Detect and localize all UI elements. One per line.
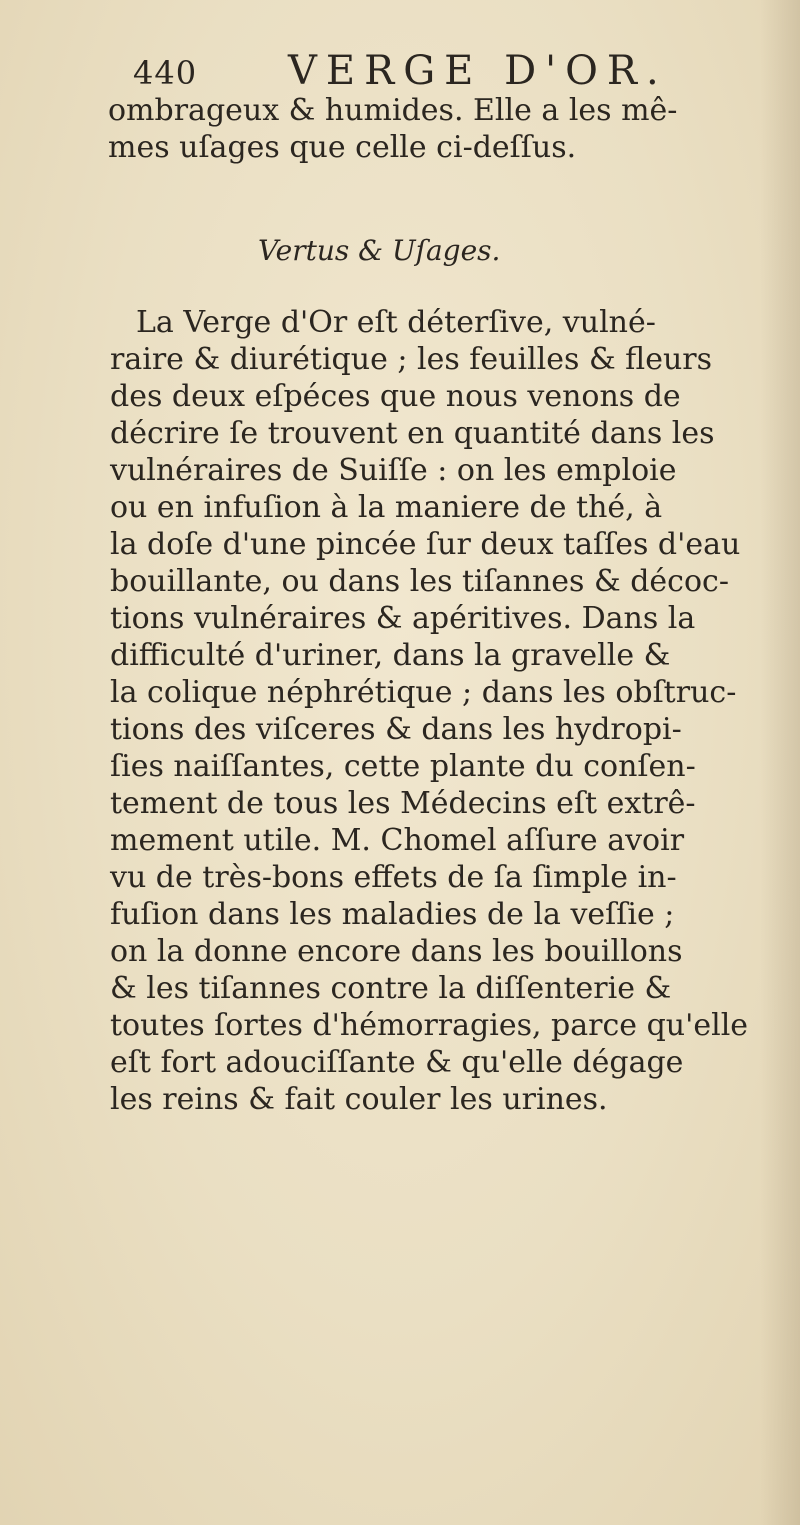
text-line: ou en infuſion à la maniere de thé, à — [110, 490, 663, 525]
text-line: des deux eſpéces que nous venons de — [110, 379, 681, 414]
text-line: & les tiſannes contre la diſſenterie & — [110, 971, 672, 1006]
text-line: vulnéraires de Suiſſe : on les emploie — [110, 453, 677, 488]
section-heading: Vertus & Uſages. — [258, 234, 501, 267]
page-header — [133, 48, 773, 96]
text-line: on la donne encore dans les bouillons — [110, 934, 683, 969]
text-line: la colique néphrétique ; dans les obſtruc- — [110, 675, 737, 710]
text-line: bouillante, ou dans les tiſannes & décoc- — [110, 564, 729, 599]
text-line: tions des viſceres & dans les hydropi- — [110, 712, 682, 747]
text-line: tions vulnéraires & apéritives. Dans la — [110, 601, 696, 636]
text-line: eſt fort adouciſſante & qu'elle dégage — [110, 1045, 684, 1080]
running-title: VERGE D'OR. — [288, 48, 668, 94]
text-line: toutes ſortes d'hémorragies, parce qu'elle — [110, 1008, 749, 1043]
main-paragraph — [110, 305, 775, 1119]
text-line: difficulté d'uriner, dans la gravelle & — [110, 638, 671, 673]
text-line: décrire ſe trouvent en quantité dans les — [110, 416, 715, 451]
text-line: fuſion dans les maladies de la veſſie ; — [110, 897, 675, 932]
text-line: raire & diurétique ; les feuilles & fleurs — [110, 342, 713, 377]
text-line: mes uſages que celle ci-deſſus. — [108, 130, 577, 165]
text-line: tement de tous les Médecins eſt extrê- — [110, 786, 696, 821]
text-line: mement utile. M. Chomel aſſure avoir — [110, 823, 685, 858]
text-line: ombrageux & humides. Elle a les mê- — [108, 93, 678, 128]
text-line: les reins & fait couler les urines. — [110, 1082, 608, 1117]
page-number: 440 — [133, 54, 198, 92]
text-line: la doſe d'une pincée ſur deux taſſes d'eau — [110, 527, 741, 562]
opening-text — [108, 92, 773, 166]
text-line: La Verge d'Or eſt déterſive, vulné- — [136, 305, 656, 340]
text-line: vu de très-bons effets de ſa ſimple in- — [110, 860, 677, 895]
text-line: ſies naiſſantes, cette plante du conſen- — [110, 749, 696, 784]
